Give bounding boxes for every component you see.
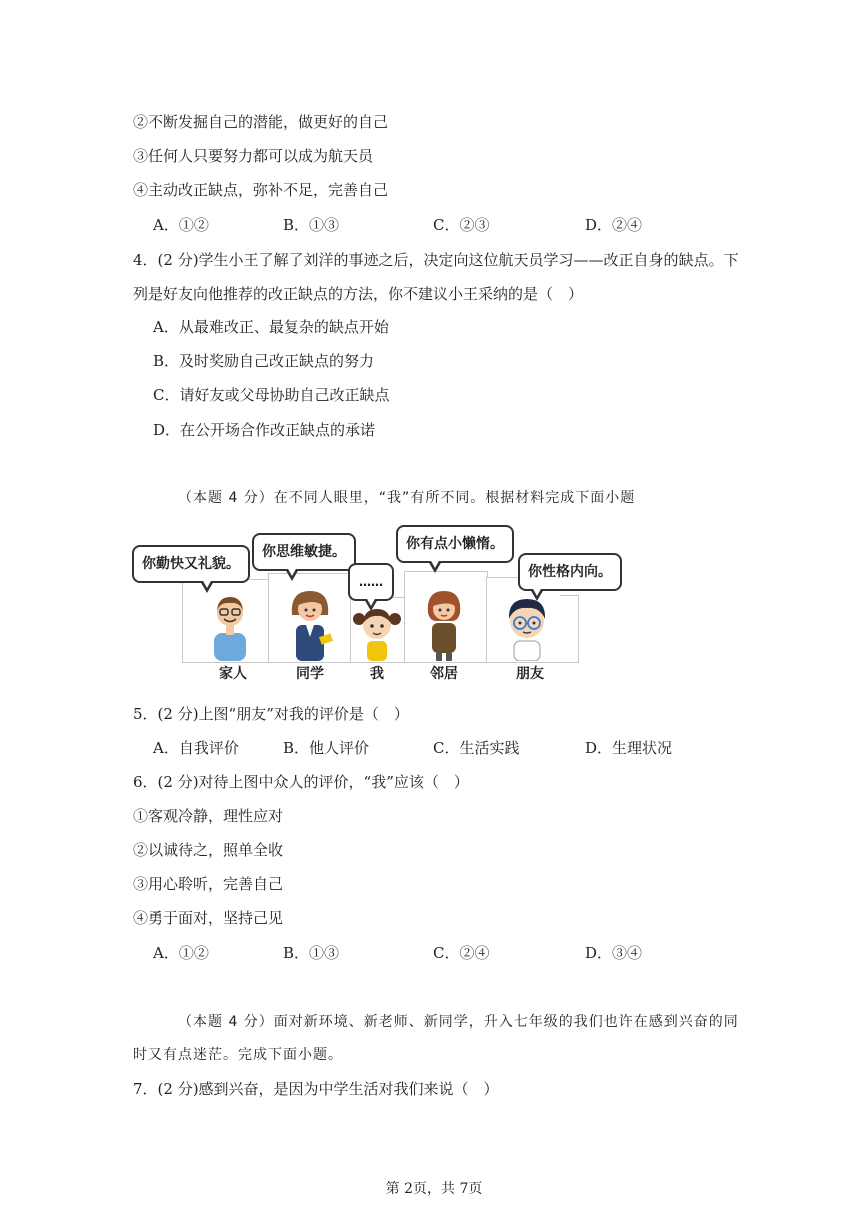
q3-option-d: D．②④ xyxy=(585,216,643,234)
q4-option-b: B．及时奖励自己改正缺点的努力 xyxy=(153,352,375,370)
q6-option-a: A．①② xyxy=(153,944,209,962)
q3-option-a: A．①② xyxy=(153,216,209,234)
q5-option-c: C．生活实践 xyxy=(433,739,520,757)
caption-family: 家人 xyxy=(219,666,247,682)
bubble-friend: 你性格内向。 xyxy=(518,553,622,591)
q6-option-d: D．③④ xyxy=(585,944,643,962)
q4-option-c: C．请好友或父母协助自己改正缺点 xyxy=(153,386,390,404)
section1-intro: （本题 4 分）在不同人眼里，“我”有所不同。根据材料完成下面小题 xyxy=(178,490,636,506)
q5-option-b: B．他人评价 xyxy=(283,739,370,757)
q6-options xyxy=(153,943,793,963)
page-number: 第 2页，共 7页 xyxy=(385,1181,483,1197)
neighbor-woman-figure xyxy=(422,585,466,661)
section2-intro-line2: 时又有点迷茫。完成下面小题。 xyxy=(133,1047,343,1063)
q6-option-c: C．②④ xyxy=(433,944,490,962)
q4-stem-line2: 列是好友向他推荐的改正缺点的方法，你不建议小王采纳的是（ ） xyxy=(133,285,584,303)
bubble-tail-fill xyxy=(430,559,440,568)
bubble-tail-fill xyxy=(287,567,297,576)
q3-item-2: ②不断发掘自己的潜能，做更好的自己 xyxy=(133,113,389,131)
q7-stem: 7．(2 分)感到兴奋，是因为中学生活对我们来说（ ） xyxy=(133,1080,499,1098)
q4-option-d: D．在公开场合作改正缺点的承诺 xyxy=(153,421,376,439)
me-girl-figure xyxy=(352,603,402,661)
classmate-woman-figure xyxy=(284,585,336,661)
family-man-figure xyxy=(206,591,254,661)
bubble-classmate: 你思维敏捷。 xyxy=(252,533,356,571)
q5-option-a: A．自我评价 xyxy=(153,739,239,757)
bubble-neighbor: 你有点小懒惰。 xyxy=(396,525,514,563)
q3-item-3: ③任何人只要努力都可以成为航天员 xyxy=(133,147,374,165)
q5-option-d: D．生理状况 xyxy=(585,739,673,757)
q3-option-b: B．①③ xyxy=(283,216,340,234)
caption-neighbor: 邻居 xyxy=(430,666,458,682)
q6-item-1: ①客观冷静，理性应对 xyxy=(133,807,284,825)
q4-option-a: A．从最难改正、最复杂的缺点开始 xyxy=(153,318,389,336)
q6-stem: 6．(2 分)对待上图中众人的评价，“我”应该（ ） xyxy=(133,773,469,791)
caption-me: 我 xyxy=(370,666,384,682)
q5-stem: 5．(2 分)上图“朋友”对我的评价是（ ） xyxy=(133,705,409,723)
q3-options xyxy=(153,215,793,235)
caption-classmate: 同学 xyxy=(296,666,324,682)
panel-edge xyxy=(560,595,579,663)
q5-options xyxy=(153,738,793,758)
evaluation-illustration xyxy=(130,515,650,685)
q4-stem-line1: 4．(2 分)学生小王了解了刘洋的事迹之后，决定向这位航天员学习——改正自身的缺点。下 xyxy=(133,251,739,269)
q6-item-3: ③用心聆听，完善自己 xyxy=(133,875,284,893)
q6-option-b: B．①③ xyxy=(283,944,340,962)
section2-intro-line1: （本题 4 分）面对新环境、新老师、新同学，升入七年级的我们也许在感到兴奋的同 xyxy=(178,1014,739,1030)
bubble-me: …… xyxy=(348,563,394,601)
caption-friend: 朋友 xyxy=(516,666,544,682)
q3-option-c: C．②③ xyxy=(433,216,490,234)
bubble-tail-fill xyxy=(202,579,212,588)
q6-item-2: ②以诚待之，照单全收 xyxy=(133,841,284,859)
friend-boy-figure xyxy=(500,593,554,661)
q6-item-4: ④勇于面对，坚持己见 xyxy=(133,909,284,927)
bubble-family: 你勤快又礼貌。 xyxy=(132,545,250,583)
q3-item-4: ④主动改正缺点，弥补不足，完善自己 xyxy=(133,181,389,199)
